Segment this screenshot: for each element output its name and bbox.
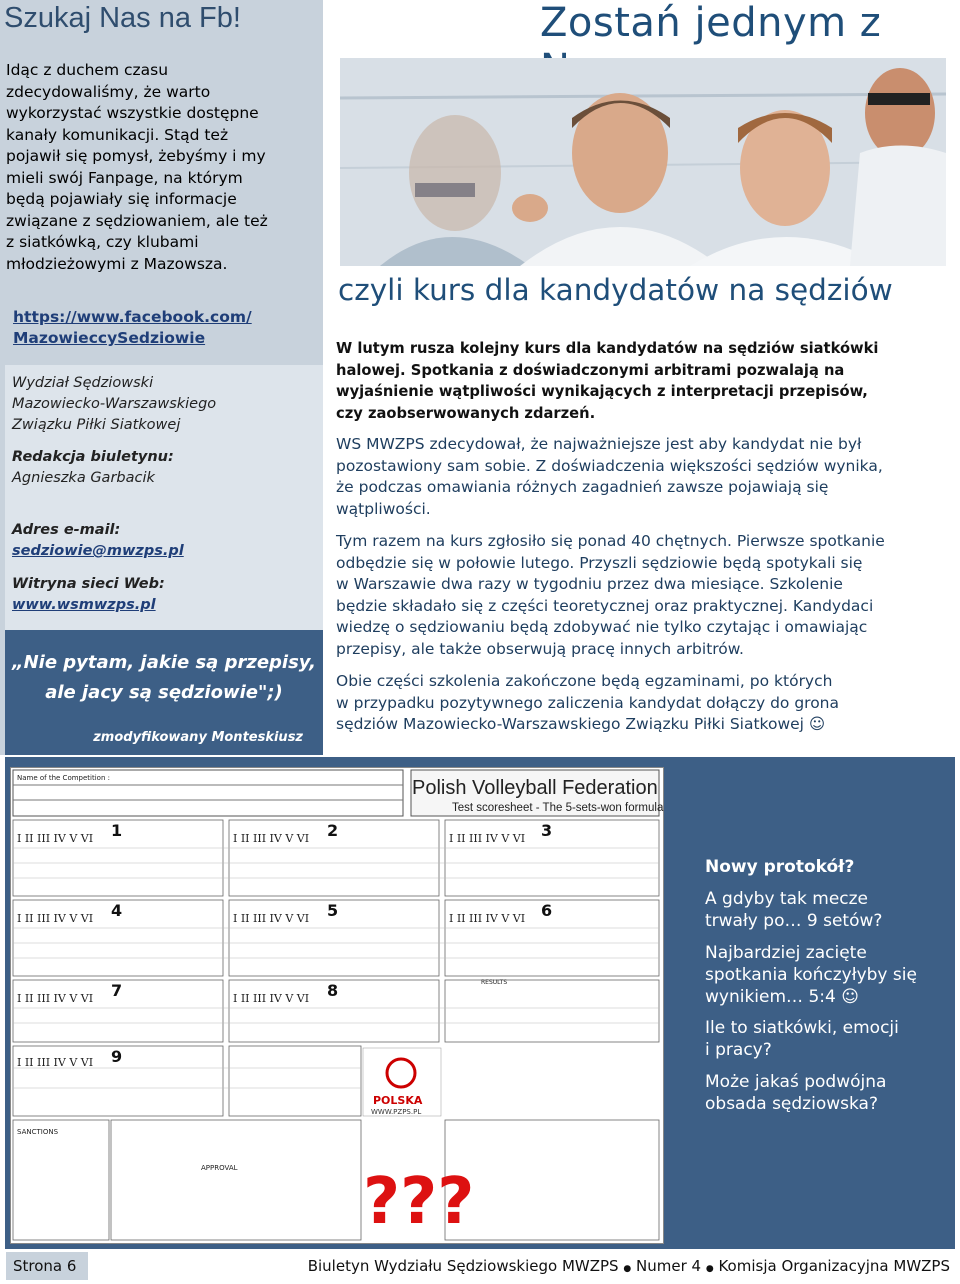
referees-photo <box>340 58 946 266</box>
paragraph-line: sędziów Mazowiecko-Warszawskiego Związku Piłki Siatkowej ☺ <box>336 715 826 733</box>
intro-line: związane z sędziowaniem, ale też <box>6 211 268 230</box>
new-protocol-paragraph <box>705 1017 935 1061</box>
lead-line: wyjaśnienie wątpliwości wynikających z interpretacji przepisów, <box>336 383 868 400</box>
page-number-box <box>6 1252 88 1280</box>
np-line: A gdyby tak mecze <box>705 889 869 909</box>
svg-text:I II III IV V VI: I II III IV V VI <box>17 912 94 925</box>
quote-box <box>5 630 323 755</box>
facebook-link[interactable] <box>13 307 313 349</box>
svg-text:I II III IV V VI: I II III IV V VI <box>449 912 526 925</box>
svg-text:I II III IV V VI: I II III IV V VI <box>17 992 94 1005</box>
facebook-link-line: MazowieccySedziowie <box>13 329 206 347</box>
set-number: 5 <box>327 901 339 920</box>
email-line <box>12 541 184 562</box>
lead-line: halowej. Spotkania z doświadczonymi arbitrami pozwalają na <box>336 361 845 379</box>
footer-separator: ● <box>623 1264 632 1274</box>
referees-photo-illustration <box>340 58 946 266</box>
quote <box>5 648 323 708</box>
sidebar-title: Szukaj Nas na Fb! <box>4 2 241 34</box>
email-label: Adres e-mail: <box>12 522 121 538</box>
svg-text:RESULTS: RESULTS <box>481 979 508 986</box>
web-label: Witryna sieci Web: <box>12 576 165 592</box>
article-title: Zostań jednym z <box>540 0 882 46</box>
org-line: Związku Piłki Siatkowej <box>12 417 181 433</box>
svg-text:Name of the Competition :: Name of the Competition : <box>17 774 110 782</box>
scoresheet-image <box>10 767 664 1244</box>
set-number: 1 <box>111 821 123 840</box>
np-line: i pracy? <box>705 1040 772 1060</box>
article-subtitle: czyli kurs dla kandydatów na sędziów <box>338 273 893 307</box>
intro-line: Idąc z duchem czasu <box>6 61 169 79</box>
paragraph-line: wątpliwości. <box>336 499 431 518</box>
svg-text:I II III IV V VI: I II III IV V VI <box>233 912 310 925</box>
paragraph-line: będzie składało się z części teoretycznej oraz praktycznej. Kandydaci <box>336 596 874 615</box>
np-line: obsada sędziowska? <box>705 1094 878 1114</box>
paragraph-line: Tym razem na kurs zgłosiło się ponad 40 chętnych. Pierwsze spotkanie <box>336 532 885 550</box>
footer-committee: Komisja Organizacyjna MWZPS <box>718 1257 950 1275</box>
svg-text:APPROVAL: APPROVAL <box>201 1164 238 1172</box>
facebook-link-line: https://www.facebook.com/ <box>13 308 252 326</box>
editor-name: Agnieszka Garbacik <box>12 470 155 486</box>
svg-text:I II III IV V VI: I II III IV V VI <box>233 992 310 1005</box>
set-number: 8 <box>327 981 339 1000</box>
set-number: 3 <box>541 821 553 840</box>
org-line: Mazowiecko-Warszawskiego <box>12 396 217 412</box>
email-link[interactable]: sedziowie@mwzps.pl <box>12 543 184 559</box>
org-line: Wydział Sędziowski <box>12 375 154 391</box>
scoresheet-federation: Polish Volleyball Federation <box>412 777 658 799</box>
set-number: 6 <box>541 901 553 920</box>
footer-number: Numer 4 <box>636 1257 702 1275</box>
svg-text:SANCTIONS: SANCTIONS <box>17 1128 59 1136</box>
scoresheet-grid <box>11 768 663 1243</box>
intro-line: z siatkówką, czy klubami <box>6 233 199 251</box>
svg-text:WWW.PZPS.PL: WWW.PZPS.PL <box>371 1108 422 1116</box>
paragraph-line: wiedzę o sędziowaniu będą zdobywać nie tylko czytając i omawiając <box>336 618 868 636</box>
lead-line: W lutym rusza kolejny kurs dla kandydatów na sędziów siatkówki <box>336 340 879 357</box>
web-link[interactable]: www.wsmwzps.pl <box>12 597 156 613</box>
footer-bulletin: Biuletyn Wydziału Sędziowskiego MWZPS <box>307 1257 619 1275</box>
np-line: Może jakaś podwójna <box>705 1072 887 1092</box>
new-protocol-paragraph <box>705 942 935 1008</box>
np-line: wynikiem… 5:4 ☺ <box>705 987 859 1007</box>
set-number: 7 <box>111 981 123 1000</box>
quote-line: „Nie pytam, jakie są przepisy, <box>12 652 316 673</box>
intro-line: młodzieżowymi z Mazowsza. <box>6 254 228 273</box>
intro-line: zdecydowaliśmy, że warto <box>6 82 211 101</box>
set-number: 2 <box>327 821 339 840</box>
svg-text:I II III IV V VI: I II III IV V VI <box>17 1056 94 1069</box>
set-number: 4 <box>111 901 123 920</box>
paragraph-line: w Warszawie dwa razy w tygodniu przez dwa miesiące. Szkolenie <box>336 575 843 593</box>
intro-line: pojawił się pomysł, żebyśmy i my <box>6 147 266 165</box>
scoresheet-name: Test scoresheet - The 5-sets-won formula <box>452 802 664 814</box>
paragraph-line: że podczas omawiania różnych zagadnień zawsze pojawiają się <box>336 478 829 496</box>
web-line <box>12 595 156 616</box>
editor-label: Redakcja biuletynu: <box>12 449 174 465</box>
svg-text:???: ??? <box>363 1165 475 1239</box>
svg-text:I II III IV V VI: I II III IV V VI <box>233 832 310 845</box>
paragraph-line: w przypadku pozytywnego zaliczenia kandydat dołączy do grona <box>336 693 840 712</box>
quote-author: zmodyfikowany Monteskiusz <box>93 730 303 745</box>
new-protocol-paragraph <box>705 888 935 932</box>
new-protocol-paragraph <box>705 1071 935 1115</box>
quote-line: ale jacy są sędziowie";) <box>45 682 283 703</box>
paragraph-line: przepisy, ale także obserwują pracę innych arbitrów. <box>336 639 744 658</box>
article-paragraph-1 <box>336 434 936 520</box>
article-paragraph-2 <box>336 531 936 660</box>
np-line: Najbardziej zacięte <box>705 943 867 963</box>
set-number: 9 <box>111 1047 123 1066</box>
intro-line: będą pojawiały się informacje <box>6 190 237 208</box>
intro-line: mieli swój Fanpage, na którym <box>6 168 243 187</box>
np-line: trwały po… 9 setów? <box>705 911 883 931</box>
lead-line: czy zaobserwowanych zdarzeń. <box>336 404 596 422</box>
new-protocol-heading: Nowy protokół? <box>705 857 855 877</box>
article-lead <box>336 338 936 424</box>
intro-line: wykorzystać wszystkie dostępne <box>6 104 259 122</box>
article-paragraph-3 <box>336 671 936 736</box>
sidebar-intro <box>6 60 311 275</box>
paragraph-line: odbędzie się w połowie lutego. Przyszli sędziowie będą spotykali się <box>336 553 863 572</box>
footer-separator: ● <box>705 1264 714 1274</box>
footer-info <box>308 1257 950 1275</box>
intro-line: kanały komunikacji. Stąd też <box>6 125 229 144</box>
paragraph-line: pozostawiony sam sobie. Z doświadczenia większości sędziów wynika, <box>336 456 883 475</box>
svg-text:I II III IV V VI: I II III IV V VI <box>17 832 94 845</box>
np-line: Ile to siatkówki, emocji <box>705 1018 899 1038</box>
svg-text:POLSKA: POLSKA <box>373 1094 423 1107</box>
paragraph-line: Obie części szkolenia zakończone będą egzaminami, po których <box>336 672 833 690</box>
paragraph-line: WS MWZPS zdecydował, że najważniejsze jest aby kandydat nie był <box>336 435 862 453</box>
svg-text:I II III IV V VI: I II III IV V VI <box>449 832 526 845</box>
page-number: Strona 6 <box>13 1257 77 1275</box>
np-line: spotkania kończyłyby się <box>705 965 917 985</box>
